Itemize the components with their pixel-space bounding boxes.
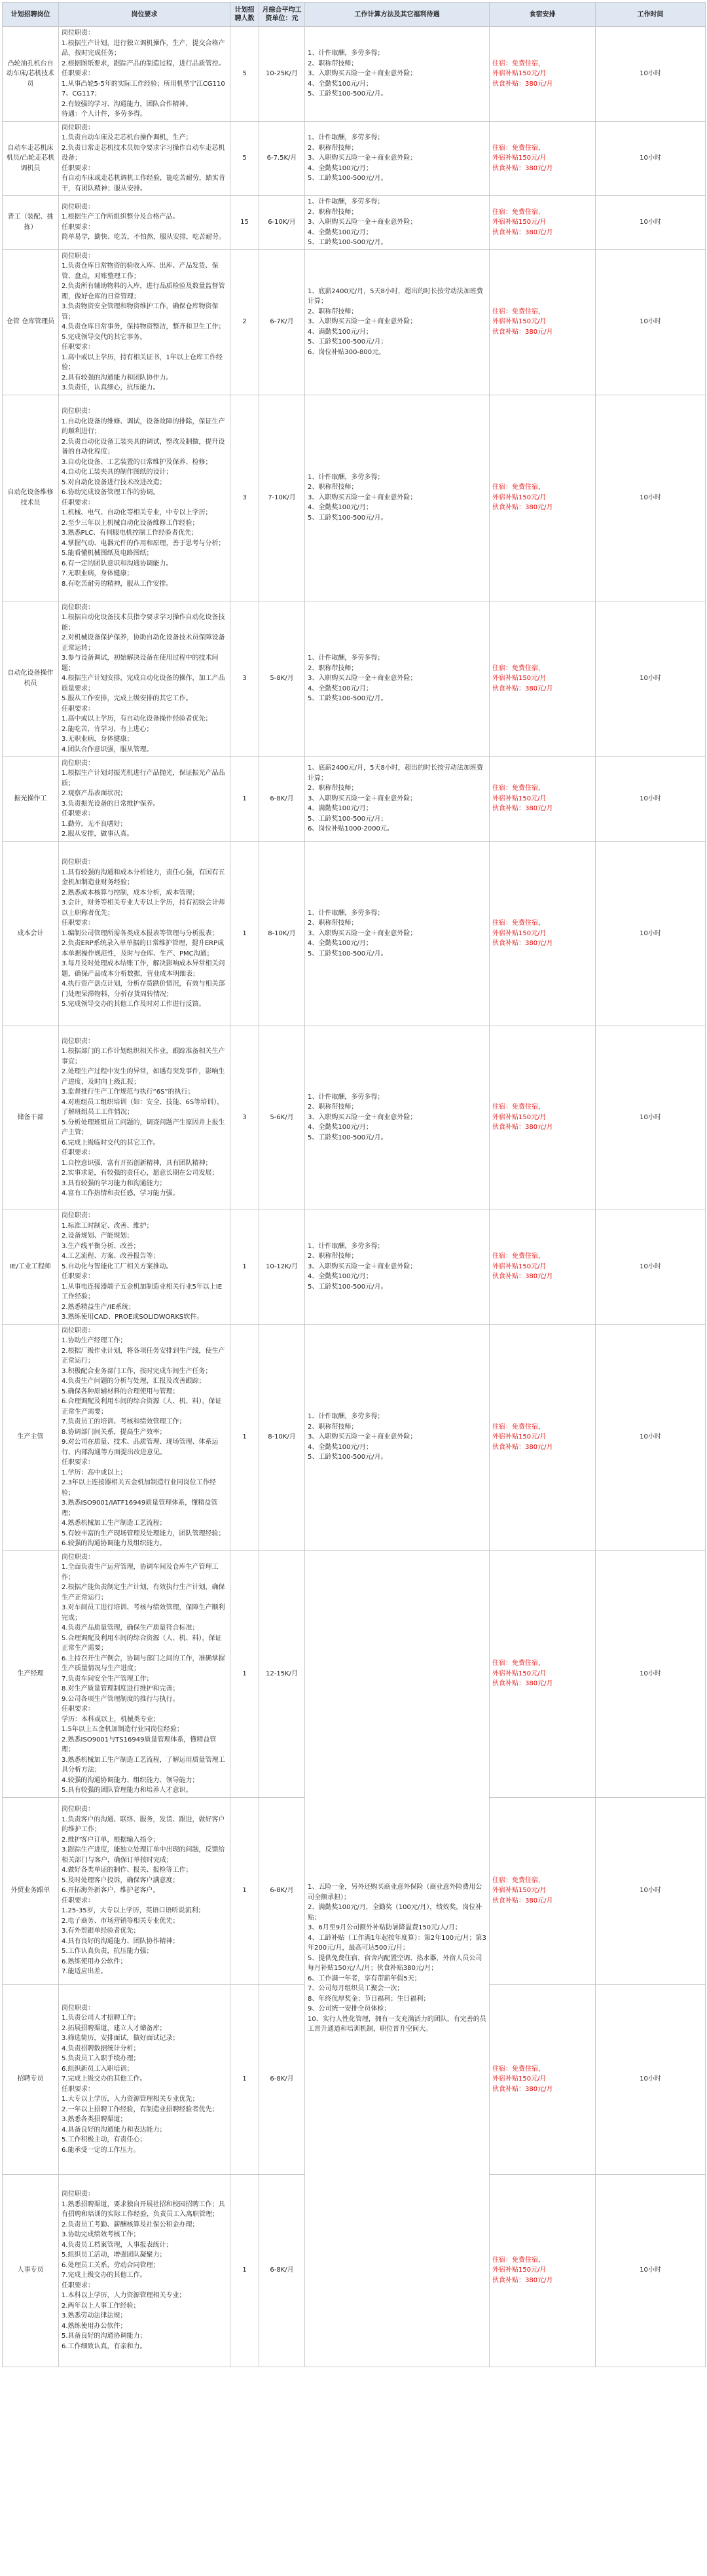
table-row — [3, 842, 706, 1026]
cell-headcount: 2 — [230, 249, 259, 395]
cell-board: 住宿：免费住宿， 外宿补贴150元/月 伙食补贴：380元/月 — [490, 249, 596, 395]
cell-position: 振光操作工 — [3, 757, 59, 842]
cell-pay: 1、计件取酬，多劳多得； 2、职称带技师； 3、入职购买五险一金＋商业意外险； 4、全勤奖100元/月； 5、工龄奖100-500元/月。 — [305, 1209, 490, 1325]
cell-position: 人事专员 — [3, 2174, 59, 2367]
cell-pay: 1、底薪2400元/月，5天8小时，超出的时长按劳动法加班费计算； 2、职称带技师； 3、入职购买五险一金＋商业意外险； 4、满勤奖100元/月； 5、工龄奖100-500元/月； 6、岗位补贴300-800元。 — [305, 249, 490, 395]
cell-salary: 6-10K/月 — [259, 196, 305, 250]
cell-board: 住宿：免费住宿， 外宿补贴150元/月 伙食补贴：380元/月 — [490, 842, 596, 1026]
header-requirements: 岗位要求 — [59, 3, 230, 27]
cell-headcount: 1 — [230, 757, 259, 842]
cell-headcount: 1 — [230, 1550, 259, 1797]
cell-salary: 7-10K/月 — [259, 395, 305, 601]
cell-pay: 1、计件取酬，多劳多得； 2、职称带技师； 3、入职购买五险一金＋商业意外险； 4、全勤奖100元/月； 5、工龄奖100-500元/月。 — [305, 1026, 490, 1209]
cell-board: 住宿：免费住宿， 外宿补贴150元/月 伙食补贴：380元/月 — [490, 757, 596, 842]
cell-board: 住宿：免费住宿， 外宿补贴150元/月 伙食补贴：380元/月 — [490, 1984, 596, 2174]
cell-board: 住宿：免费住宿， 外宿补贴150元/月 伙食补贴：380元/月 — [490, 395, 596, 601]
cell-position: 自动车走芯机床机员/凸轮走芯机调机员 — [3, 121, 59, 196]
cell-pay: 1、计件取酬，多劳多得； 2、职称带技师； 3、入职购买五险一金＋商业意外险； 4、全勤奖100元/月； 5、工龄奖100-500元/月。 — [305, 842, 490, 1026]
cell-position: 凸轮油孔机台自动车床/芯机技术员 — [3, 27, 59, 122]
cell-hours: 10小时 — [596, 601, 706, 757]
cell-salary: 5-6K/月 — [259, 1026, 305, 1209]
cell-position: 储备干部 — [3, 1026, 59, 1209]
table-row — [3, 249, 706, 395]
cell-requirements: 岗位职责： 1.根据部门的工作计划组织相关作业，跟踪准备相关生产事宜； 2.处理生产过程中发生的异常，如遇有突发事件，影响生产进度，及时向上级汇报； 3.监督推行生产工作规范与执行“6S”的执行； 4.对班组员工组织培训（如：安全、技能、6S等培训），了解班组员工工作情况； 5.分析处理班组员工问题的，调查问题产生原因并上报生产主管； 6.完成上级临时交代的其它工作。 任职要求： 1.自控意识强，富有开拓创新精神，具有团队精神； 2.实事求是，有较强的责任心，愿意长期在公司发展； 3.具有较强的学习能力和沟通能力； 4.富有工作热情和责任感，学习能力强。 — [59, 1026, 230, 1209]
cell-requirements: 岗位职责： 1.具有较强的沟通和成本分析能力，责任心强，有国有五金机加制造业财务经验； 2.熟悉成本核算与控制，成本分析，成本管理； 3.会计，财务等相关专业大专以上学历，持有初级会计师以上职称者优先； 任职要求： 1.编制公司管理所需各类成本报表等管理与分析报表； 2.负责ERP系统录入单单据的日常维护管理，提升ERP成本单据操作规范性，及时与仓库、生产、PMC沟通； 3.每月及时处理成本结账工作，解决影响成本异常相关问题，确保产品成本分析数据，营业成本明细表； 4.执行资产盘点计划，分析存货跌价情况，有效与相关部门处理呆滞物料，分析存货周转情况； 5.完成领导交办的其他工作及时对工作进行反馈。 — [59, 842, 230, 1026]
cell-requirements: 岗位职责： 1.负责公司人才招聘工作； 2.拓展招聘渠道，建立人才储备库； 3.筛选简历，安排面试，做好面试记录； 4.负责招聘数据统计分析； 5.负责员工入职手续办理； 6.组织新员工入职培训； 7.完成上级交办的其他工作。 任职要求： 1.大专以上学历，人力资源管理相关专业优先； 2.一年以上招聘工作经验，有制造业招聘经验者优先； 3.熟悉各类招聘渠道； 4.具备良好的沟通能力和表达能力； 5.工作积极主动，有责任心； 6.能承受一定的工作压力。 — [59, 1984, 230, 2174]
cell-requirements: 岗位职责： 1.负责客户的沟通、联络、服务，发货、跟进，做好客户的维护工作； 2.维护客户订单，根据输入指令； 3.跟踪生产进度，能独立处理订单中出现的问题，反馈给相关部门与客户，确保订单按时完成； 4.做好各类单证的制作、报关、报检等工作； 5.及时处理客户投诉，确保客户满意度； 6.开拓海外新客户，维护老客户。 任职要求： 1.25-35岁，大专以上学历，英语口语听说流利； 2.电子商务、市场营销等相关专业优先； 3.有外贸跟单经验者优先； 4.具有良好的沟通能力、团队协作精神； 5.工作认真负责，抗压能力强； 6.熟练使用办公软件； 7.能适应出差。 — [59, 1797, 230, 1984]
cell-position: 仓管 仓库管理员 — [3, 249, 59, 395]
cell-board: 住宿：免费住宿， 外宿补贴150元/月 伙食补贴：380元/月 — [490, 601, 596, 757]
cell-board: 住宿：免费住宿， 外宿补贴150元/月 伙食补贴：380元/月 — [490, 1209, 596, 1325]
cell-hours: 10小时 — [596, 121, 706, 196]
cell-salary: 6-7K/月 — [259, 249, 305, 395]
cell-headcount: 1 — [230, 1984, 259, 2174]
table-row — [3, 196, 706, 250]
cell-position: IE/工业工程师 — [3, 1209, 59, 1325]
cell-hours: 10小时 — [596, 1797, 706, 1984]
cell-salary: 8-10K/月 — [259, 1324, 305, 1550]
cell-requirements: 岗位职责： 1.根据生产工作所组织整分及合格产品。 任职要求： 简单易学，勤快、吃苦，不怕熬，服从安排，吃苦耐劳。 — [59, 196, 230, 250]
cell-requirements: 岗位职责： 1.根据自动化设备技术员指令要求学习操作自动化设备技能； 2.对机械设备保护保养，协助自动化设备技术员保障设备正常运转； 3.参与设备调试，初始解决设备在使用过程中的技术问题； 4.根据生产计划安排，完成自动化设备的操作，加工产品质量要求； 5.服从工作安排，完成上级安排的其它工作。 任职要求： 1.高中或以上学历，有自动化设备操作经验者优先； 2.能吃苦，肯学习，有上进心； 3.无职业病，身体健康； 4.团队合作意识强，服从管理。 — [59, 601, 230, 757]
cell-requirements: 岗位职责： 1.负责自动车床及走芯机台操作调机，生产； 2.负责日常走芯机技术员加令要求字习操作自动车走芯机设备； 任职要求： 有自动车床或走芯机调机工作经验，能吃苦耐劳，踏实肯干，有团队精神；服从安排。 — [59, 121, 230, 196]
cell-board: 住宿：免费住宿， 外宿补贴150元/月 伙食补贴：380元/月 — [490, 1797, 596, 1984]
cell-headcount: 15 — [230, 196, 259, 250]
cell-headcount: 3 — [230, 395, 259, 601]
table-row — [3, 1209, 706, 1325]
cell-position: 自动化设备维修技术员 — [3, 395, 59, 601]
cell-salary: 10-25K/月 — [259, 27, 305, 122]
header-pay: 工作计算方法及其它福利待遇 — [305, 3, 490, 27]
cell-pay: 1、计件取酬，多劳多得； 2、职称带技师； 3、入职购买五险一金＋商业意外险； 4、全勤奖100元/月； 5、工龄奖100-500元/月。 — [305, 27, 490, 122]
cell-requirements: 岗位职责： 1.协助生产经理工作； 2.根据厂级作业计划，将各项任务安排到生产线，使生产正常运行； 3.积极配合业务部门工作，按时完成车间生产任务； 4.负责生产问题的分析与处理，汇报及改善跟踪； 5.确保各种原辅材料的合理使用与管理； 6.合理调配及利用车间的综合资源（人、机、料），保证正常生产需要； 7.负责员工的培训、考核和绩效管理工作； 8.协调部门间关系，提高生产效率； 9.对公司在质量、技术、品质管理、现场管理、体系运行、内部沟通等方面提出改进意见。 任职要求： 1.学历：高中或以上； 2.3年以上连接器相关五金机加制造行业同岗位工作经验； 3.熟悉ISO9001/IATF16949质量管理体系，懂精益管理； 4.熟悉机械加工生产制造工艺流程； 5.有较丰富的生产现场管理及处理能力，团队管理经验； 6.较强的沟通协调能力及组织能力。 — [59, 1324, 230, 1550]
table-row — [3, 1324, 706, 1550]
header-position: 计划招聘岗位 — [3, 3, 59, 27]
header-hours: 工作时间 — [596, 3, 706, 27]
cell-board: 住宿：免费住宿， 外宿补贴150元/月 伙食补贴：380元/月 — [490, 121, 596, 196]
header-board: 食宿安排 — [490, 3, 596, 27]
cell-pay: 1、底薪2400元/月，5天8小时，超出的时长按劳动法加班费计算； 2、职称带技师； 3、入职购买五险一金＋商业意外险； 4、满勤奖100元/月； 5、工龄奖100-500元/月； 6、岗位补贴1000-2000元。 — [305, 757, 490, 842]
cell-hours: 10小时 — [596, 27, 706, 122]
cell-position: 外贸业务跟单 — [3, 1797, 59, 1984]
cell-hours: 10小时 — [596, 1324, 706, 1550]
table-row — [3, 395, 706, 601]
cell-headcount: 1 — [230, 842, 259, 1026]
cell-headcount: 1 — [230, 1797, 259, 1984]
cell-board: 住宿：免费住宿， 外宿补贴150元/月 伙食补贴：380元/月 — [490, 27, 596, 122]
cell-headcount: 3 — [230, 1026, 259, 1209]
cell-board: 住宿：免费住宿， 外宿补贴150元/月 伙食补贴：380元/月 — [490, 1550, 596, 1797]
table-row — [3, 1550, 706, 1797]
cell-requirements: 岗位职责： 1.全面负责生产运营管理，协调车间及仓库生产管理工作； 2.根据产能负责制定生产计划，有效执行生产计划，确保生产正常运行； 3.对车间员工进行培训、考核与绩效管理，保障生产顺利完成； 4.负责产品质量管理，确保生产质量符合标准； 5.合理调配及利用车间的综合资源（人、机、料），保证正常生产需要； 6.主持召开生产例会，协调与部门之间的工作，准确掌握生产质量情况与生产进度； 7.负责车间安全生产管理工作； 8.对生产质量管理制度进行维护和完善； 9.公司各项生产管理制度的推行与执行。 任职要求： 学历：本科或以上，机械类专业； 1.5年以上五金机加制造行业同岗位经验； 2.熟悉ISO9001与TS16949质量管理体系，懂精益管理； 3.熟悉机械加工生产制造工艺流程，了解运用质量管理工具分析方法； 4.较强的沟通协调能力、组织能力、领导能力； 5.具有较强的团队管理能力和培养人才意识。 — [59, 1550, 230, 1797]
cell-position: 生产经理 — [3, 1550, 59, 1797]
header-salary: 月综合平均工资单位：元 — [259, 3, 305, 27]
cell-hours: 10小时 — [596, 1984, 706, 2174]
cell-headcount: 5 — [230, 27, 259, 122]
cell-headcount: 1 — [230, 1209, 259, 1325]
cell-position: 普工（装配、挑拣） — [3, 196, 59, 250]
cell-pay-shared: 1、五险一金，另外还购买商业意外保险（商业意外险费用公司全额承担）； 2、满勤奖100元/月，全勤奖（100元/月），绩效奖，岗位补贴； 3、6月至9月公司额外补贴防暑降温费150元/人/月； 4、工龄补贴（工作满1年起按年度算）：第2年100元/月；第3年200元/月，最高可达500元/月； 5、提供免费住宿，宿舍内配置空调、热水器，外宿人员公司每月补贴150元/人/月；伙食补贴380元/月； 6、工作满一年者，享有带薪年假5天； 7、公司每月组织员工聚会一次； 8、年终优厚奖金；节日福利；生日福利； 9、公司统一安排全员体检； 10、实行人性化管理，拥有一支充满活力的团队，有完善的员工晋升通道和培训机制，职位晋升空间大。 — [305, 1550, 490, 2367]
cell-salary: 6-8K/月 — [259, 1984, 305, 2174]
cell-hours: 10小时 — [596, 1026, 706, 1209]
cell-board: 住宿：免费住宿， 外宿补贴150元/月 伙食补贴：380元/月 — [490, 2174, 596, 2367]
table-row — [3, 757, 706, 842]
cell-pay: 1、计件取酬，多劳多得； 2、职称带技师； 3、入职购买五险一金＋商业意外险； 4、全勤奖100元/月； 5、工龄奖100-500元/月。 — [305, 196, 490, 250]
cell-board: 住宿：免费住宿， 外宿补贴150元/月 伙食补贴：380元/月 — [490, 196, 596, 250]
cell-requirements: 岗位职责： 1.根据生产计划，进行独立调机操作，生产，提交合格产品，按时完成任务； 2.根据图纸要求，跟踪产品的制造过程，进行品质管控。 任职要求： 1.从事凸轮5-5年的实际工作经验；所用机型宁江CG1107、CG117； 2.有较强的学习、沟通能力，团队合作精神。 待遇：个人计件，多劳多得。 — [59, 27, 230, 122]
cell-hours: 10小时 — [596, 1209, 706, 1325]
cell-hours: 10小时 — [596, 249, 706, 395]
cell-salary: 6-7.5K/月 — [259, 121, 305, 196]
cell-pay: 1、计件取酬，多劳多得； 2、职称带技师； 3、入职购买五险一金＋商业意外险； 4、全勤奖100元/月； 5、工龄奖100-500元/月。 — [305, 395, 490, 601]
cell-hours: 10小时 — [596, 2174, 706, 2367]
cell-hours: 10小时 — [596, 1550, 706, 1797]
cell-position: 生产主管 — [3, 1324, 59, 1550]
cell-pay: 1、计件取酬，多劳多得； 2、职称带技师； 3、入职购买五险一金＋商业意外险； 4、全勤奖100元/月； 5、工龄奖100-500元/月。 — [305, 1324, 490, 1550]
cell-salary: 6-8K/月 — [259, 1797, 305, 1984]
header-row — [3, 3, 706, 27]
cell-board: 住宿：免费住宿， 外宿补贴150元/月 伙食补贴：380元/月 — [490, 1324, 596, 1550]
cell-requirements: 岗位职责： 1.熟悉招聘渠道，要求独自开展社招和校园招聘工作；具有招聘和培训的实际工作经验，负责员工入离职管理； 2.负责员工考勤、薪酬核算及社保公积金办理； 3.协助完成绩效考核工作； 4.负责员工档案管理，人事报表统计； 5.组织员工活动，增强团队凝聚力； 6.处理员工关系，劳动合同管理； 7.完成上级交办的其他工作。 任职要求： 1.本科以上学历，人力资源管理相关专业； 2.两年以上人事工作经验； 3.熟悉劳动法律法规； 4.熟练使用办公软件； 5.具备良好的沟通协调能力； 6.工作细致认真，有亲和力。 — [59, 2174, 230, 2367]
job-table-wrapper — [2, 2, 705, 2367]
cell-requirements: 岗位职责： 1.根据生产计划对振光机进行产品抛光，保证振光产品品质； 2.观察产品表面状况； 3.负责振光设备的日常维护保养。 任职要求： 1.勤劳，无不良嗜好； 2.服从安排，做事认真。 — [59, 757, 230, 842]
cell-headcount: 3 — [230, 601, 259, 757]
cell-requirements: 岗位职责： 1.自动化设备的维修、调试，设备故障的排除，保证生产的顺利进行； 2.负责自动化设备工装夹具的调试，整改及制做，提升设备的自动化程度； 3.自动化设备、工艺装置的日常维护及保养、检修； 4.自动化工装夹具的制作图纸的设计； 5.对自动化设备进行技术改进改造； 6.协助完成设备管理工作的协调。 任职要求： 1.机械、电气、自动化等相关专业，中专以上学历； 2.至少三年以上机械自动化设备维修工作经验； 3.熟悉PLC、有伺服电机控制工作经验者优先； 4.掌握气动、电器元件的作用和原理，善于思考与分析； 5.能看懂机械图纸及电路图纸； 6.有一定的团队意识和沟通协调能力。 7.无职业病，身体健康； 8.有吃苦耐劳的精神，服从工作安排。 — [59, 395, 230, 601]
table-row — [3, 27, 706, 122]
cell-salary: 6-8K/月 — [259, 2174, 305, 2367]
cell-pay: 1、计件取酬，多劳多得； 2、职称带技师； 3、入职购买五险一金＋商业意外险； 4、全勤奖100元/月； 5、工龄奖100-500元/月。 — [305, 121, 490, 196]
cell-salary: 5-8K/月 — [259, 601, 305, 757]
table-row — [3, 1026, 706, 1209]
cell-requirements: 岗位职责： 1.负责仓库日常物资的验收入库、出库、产品发货、保管、盘点，对账整理工作； 2.负责所有辅助物料的入库，进行品质检验及数量监督管理，做好仓库的日常管理； 3.负责物资安全管理和物资维护工作，确保仓库物资保管； 4.负责仓库日常事务，保持物资整洁，整齐和卫生工作； 5.完成领导交代的其它事务。 任职要求： 1.高中或以上学历，持有相关证书，1年以上仓库工作经验； 2.具有较强的沟通能力和团队协作力。 3.负责任，认真细心，抗压能力。 — [59, 249, 230, 395]
table-row — [3, 601, 706, 757]
cell-salary: 6-8K/月 — [259, 757, 305, 842]
cell-hours: 10小时 — [596, 757, 706, 842]
cell-hours: 10小时 — [596, 395, 706, 601]
cell-hours: 10小时 — [596, 842, 706, 1026]
cell-position: 成本会计 — [3, 842, 59, 1026]
cell-board: 住宿：免费住宿， 外宿补贴150元/月 伙食补贴：380元/月 — [490, 1026, 596, 1209]
cell-headcount: 1 — [230, 2174, 259, 2367]
cell-position: 自动化设备操作机员 — [3, 601, 59, 757]
job-table — [2, 2, 706, 2367]
table-row — [3, 121, 706, 196]
cell-salary: 8-10K/月 — [259, 842, 305, 1026]
cell-hours: 10小时 — [596, 196, 706, 250]
cell-pay: 1、计件取酬，多劳多得； 2、职称带技师； 3、入职购买五险一金＋商业意外险； 4、全勤奖100元/月； 5、工龄奖100-500元/月。 — [305, 601, 490, 757]
cell-headcount: 1 — [230, 1324, 259, 1550]
header-headcount: 计划招聘人数 — [230, 3, 259, 27]
cell-salary: 10-12K/月 — [259, 1209, 305, 1325]
cell-requirements: 岗位职责： 1.标准工时制定、改善、维护； 2.设备规划、产能规划； 3.生产线平衡分析、改善； 4.工艺流程、方案、改善报告等； 5.自动化与智能化工厂相关方案推动。 任职要求： 1.从事电连接器端子五金机加制造业相关行业5年以上IE工作经验； 2.熟悉精益生产/IE系统； 3.熟练使用CAD、PROE或SOLIDWORKS软件。 — [59, 1209, 230, 1325]
cell-salary: 12-15K/月 — [259, 1550, 305, 1797]
cell-headcount: 5 — [230, 121, 259, 196]
cell-position: 招聘专员 — [3, 1984, 59, 2174]
